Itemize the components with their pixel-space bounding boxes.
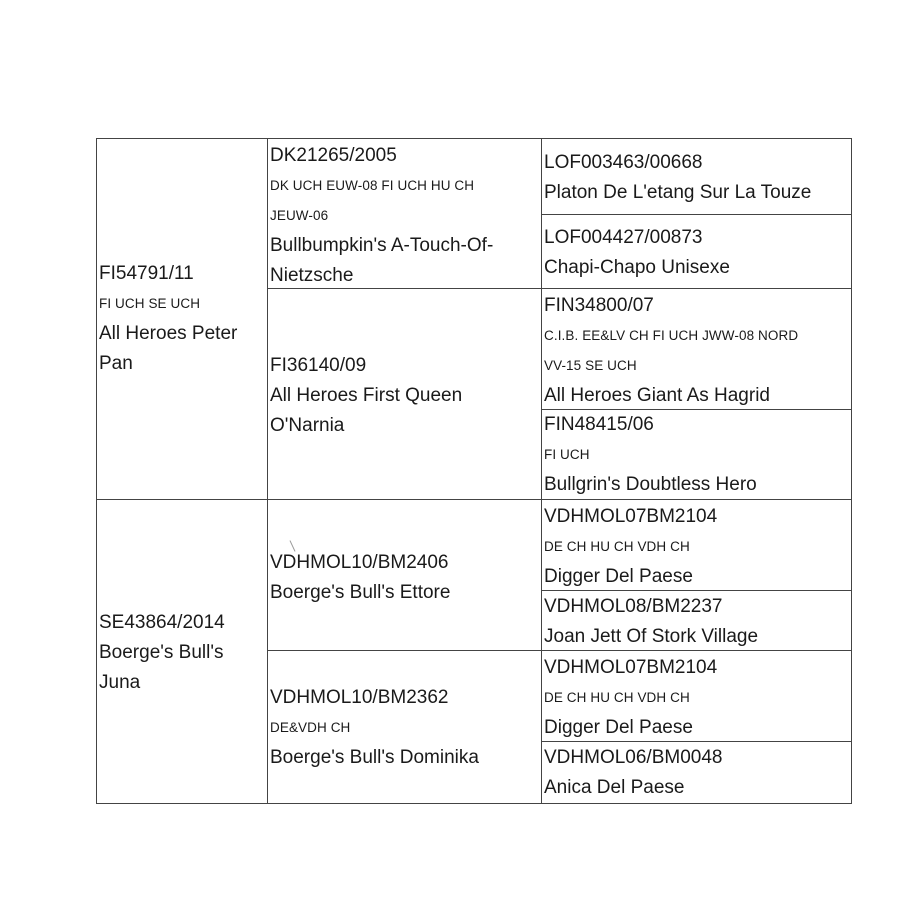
- sire-dam-dam-name: Bullgrin's Doubtless Hero: [544, 474, 757, 495]
- sire-sire-sire-reg: LOF003463/00668: [544, 152, 703, 173]
- sire-sire-titles-line1: DK UCH EUW-08 FI UCH HU CH: [270, 178, 475, 193]
- sire-dam-dam-reg: FIN48415/06: [544, 414, 654, 435]
- dam-dam-name: Boerge's Bull's Dominika: [270, 747, 479, 768]
- sire-sire-cell: [267, 138, 542, 289]
- dam-dam-sire-reg: VDHMOL07BM2104: [544, 657, 718, 678]
- sire-name-line1: All Heroes Peter: [99, 323, 238, 344]
- dam-dam-sire-name: Digger Del Paese: [544, 717, 693, 738]
- dam-dam-dam-name: Anica Del Paese: [544, 777, 685, 798]
- dam-sire-name: Boerge's Bull's Ettore: [270, 582, 451, 603]
- sire-sire-dam-reg: LOF004427/00873: [544, 227, 703, 248]
- sire-dam-name-line1: All Heroes First Queen: [270, 385, 463, 406]
- sire-dam-dam-titles: FI UCH: [544, 447, 590, 462]
- dam-sire-sire-reg: VDHMOL07BM2104: [544, 506, 718, 527]
- sire-sire-dam-cell: [541, 214, 852, 289]
- sire-name-line2: Pan: [99, 353, 133, 374]
- sire-dam-cell: [267, 288, 542, 500]
- dam-dam-dam-reg: VDHMOL06/BM0048: [544, 747, 723, 768]
- pedigree-table: [96, 138, 852, 804]
- sire-dam-sire-name: All Heroes Giant As Hagrid: [544, 385, 770, 406]
- sire-dam-dam-cell: [541, 409, 852, 500]
- sire-dam-reg: FI36140/09: [270, 355, 367, 376]
- dam-sire-cell: [267, 499, 542, 651]
- dam-sire-dam-cell: [541, 590, 852, 651]
- sire-sire-dam-name: Chapi-Chapo Unisexe: [544, 257, 730, 278]
- sire-sire-titles-line2: JEUW-06: [270, 208, 329, 223]
- sire-dam-sire-cell: [541, 288, 852, 410]
- sire-sire-sire-cell: [541, 138, 852, 215]
- sire-sire-sire-name: Platon De L'etang Sur La Touze: [544, 182, 812, 203]
- sire-sire-name-line2: Nietzsche: [270, 265, 354, 286]
- sire-sire-reg: DK21265/2005: [270, 145, 397, 166]
- dam-sire-sire-name: Digger Del Paese: [544, 566, 693, 587]
- dam-name-line2: Juna: [99, 672, 141, 693]
- sire-dam-sire-titles-line1: C.I.B. EE&LV CH FI UCH JWW-08 NORD: [544, 328, 799, 343]
- dam-dam-sire-cell: [541, 650, 852, 742]
- dam-dam-cell: [267, 650, 542, 804]
- dam-sire-dam-reg: VDHMOL08/BM2237: [544, 596, 723, 617]
- dam-sire-dam-name: Joan Jett Of Stork Village: [544, 626, 759, 647]
- dam-sire-sire-titles: DE CH HU CH VDH CH: [544, 539, 690, 554]
- sire-titles: FI UCH SE UCH: [99, 296, 201, 311]
- sire-dam-name-line2: O'Narnia: [270, 415, 345, 436]
- dam-sire-reg: VDHMOL10/BM2406: [270, 552, 449, 573]
- dam-sire-sire-cell: [541, 499, 852, 591]
- sire-dam-sire-titles-line2: VV-15 SE UCH: [544, 358, 637, 373]
- dam-dam-titles: DE&VDH CH: [270, 720, 351, 735]
- dam-dam-sire-titles: DE CH HU CH VDH CH: [544, 690, 690, 705]
- dam-name-line1: Boerge's Bull's: [99, 642, 224, 663]
- sire-cell: [96, 138, 268, 500]
- sire-reg: FI54791/11: [99, 263, 194, 284]
- sire-dam-sire-reg: FIN34800/07: [544, 295, 654, 316]
- dam-dam-reg: VDHMOL10/BM2362: [270, 687, 449, 708]
- dam-cell: [96, 499, 268, 804]
- sire-sire-name-line1: Bullbumpkin's A-Touch-Of-: [270, 235, 494, 256]
- dam-dam-dam-cell: [541, 741, 852, 804]
- dam-reg: SE43864/2014: [99, 612, 225, 633]
